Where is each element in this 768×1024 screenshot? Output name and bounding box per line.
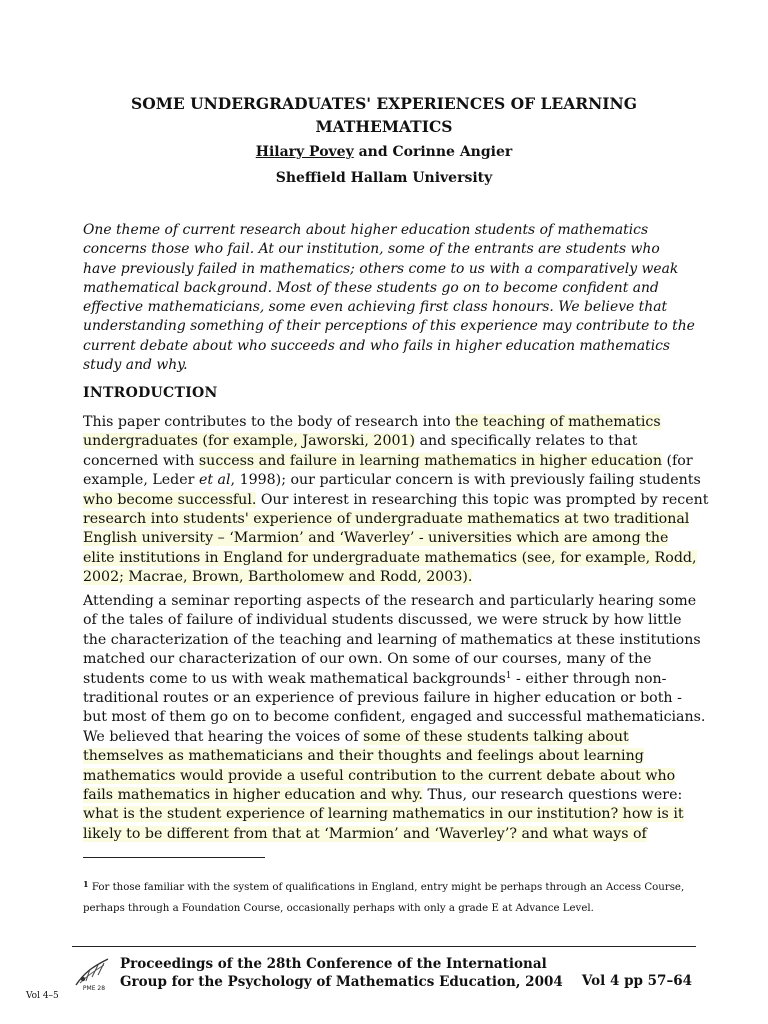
text-line: themselves as mathematicians and their thoughts and feelings about learning (83, 748, 644, 765)
author-coauthor: and Corinne Angier (353, 144, 513, 160)
volume-pages: Vol 4 pp 57–64 (581, 973, 692, 989)
text-line: example, Leder et al, 1998); our particular concern is with previously failing students (83, 472, 701, 489)
footnote-line: $^1$ For those familiar with the system of qualifications in England, entry might be perhaps through an Access Course, (83, 879, 685, 893)
paragraph-1 (83, 413, 709, 588)
footnote-number: 1 (83, 879, 89, 889)
text-line: who become successful. Our interest in researching this topic was prompted by recent (83, 491, 709, 508)
text-line: elite institutions in England for undergraduate mathematics (see, for example, Rodd, (83, 549, 697, 566)
text-line: traditional routes or an experience of previous failure in higher education or both - (83, 690, 682, 707)
text-line: the characterization of the teaching and learning of mathematics at these institutions (83, 631, 701, 648)
footnote-divider (83, 857, 265, 858)
paragraph-2 (83, 592, 706, 844)
paper-title-line-1: SOME UNDERGRADUATES' EXPERIENCES OF LEARNING (131, 94, 637, 113)
text-line: mathematics would provide a useful contribution to the current debate about who (83, 767, 676, 784)
text-line: 2002; Macrae, Brown, Bartholomew and Rodd, 2003). (83, 569, 473, 586)
text-line: but most of them go on to become confident, engaged and successful mathematicians. (83, 709, 706, 726)
text-line: Attending a seminar reporting aspects of the research and particularly hearing some (83, 593, 697, 609)
text-line: concerned with success and failure in learning mathematics in higher education (for (83, 452, 693, 469)
text-line: likely to be different from that at ‘Marmion’ and ‘Waverley’? and what ways of (83, 825, 647, 842)
pme-logo-text: PME 28 (82, 985, 106, 992)
pme-logo-icon (74, 955, 114, 993)
text-line: of the tales of failure of individual students discussed, we were struck by how little (83, 612, 682, 629)
text-line: matched our characterization of our own. On some of our courses, many of the (83, 651, 652, 668)
text-line: fails mathematics in higher education and why. Thus, our research questions were: (83, 787, 683, 804)
paper-title-line-2: MATHEMATICS (315, 117, 453, 136)
footnote-line: perhaps through a Foundation Course, occasionally perhaps with only a grade E at Advance Level. (83, 903, 594, 914)
affiliation: Sheffield Hallam University (275, 170, 493, 186)
authors (90, 144, 678, 160)
proceedings-line-1: Proceedings of the 28th Conference of the International (120, 956, 547, 972)
footnote (83, 874, 695, 919)
text-line: We believed that hearing the voices of some of these students talking about (83, 728, 629, 745)
abstract: One theme of current research about higher education students of mathematics concerns those who fail. At our institution, some of the entrants are students who have previously failed in mathematics; others come to us with a comparatively weak mathematical background. Most of these students go on to become confident and effective mathematicians, some even achieving first class honours. We believe that understanding something of their perceptions of this experience may contribute to the current debate about who succeeds and who fails in higher education mathematics study and why. (83, 222, 695, 374)
text-line: This paper contributes to the body of research into the teaching of mathematics (83, 414, 661, 430)
text-line: undergraduates (for example, Jaworski, 2001) and specifically relates to that (83, 433, 638, 450)
footnote-ref[interactable]: 1 (505, 670, 512, 681)
page-number: Vol 4–5 (26, 991, 59, 1001)
section-heading-introduction: INTRODUCTION (83, 385, 218, 401)
text-line: English university – ‘Marmion’ and ‘Waverley’ - universities which are among the (83, 530, 669, 547)
text-line: students come to us with weak mathematical backgrounds$^1$ - either through non- (83, 670, 667, 687)
footer-divider (72, 946, 696, 947)
proceedings-citation (120, 955, 563, 991)
proceedings-line-2: Group for the Psychology of Mathematics Education, 2004 (120, 974, 563, 990)
text-line: research into students' experience of undergraduate mathematics at two traditional (83, 511, 690, 528)
text-line: what is the student experience of learning mathematics in our institution? how is it (83, 806, 684, 823)
author-presenting: Hilary Povey (255, 144, 354, 160)
paper-title (90, 92, 678, 138)
